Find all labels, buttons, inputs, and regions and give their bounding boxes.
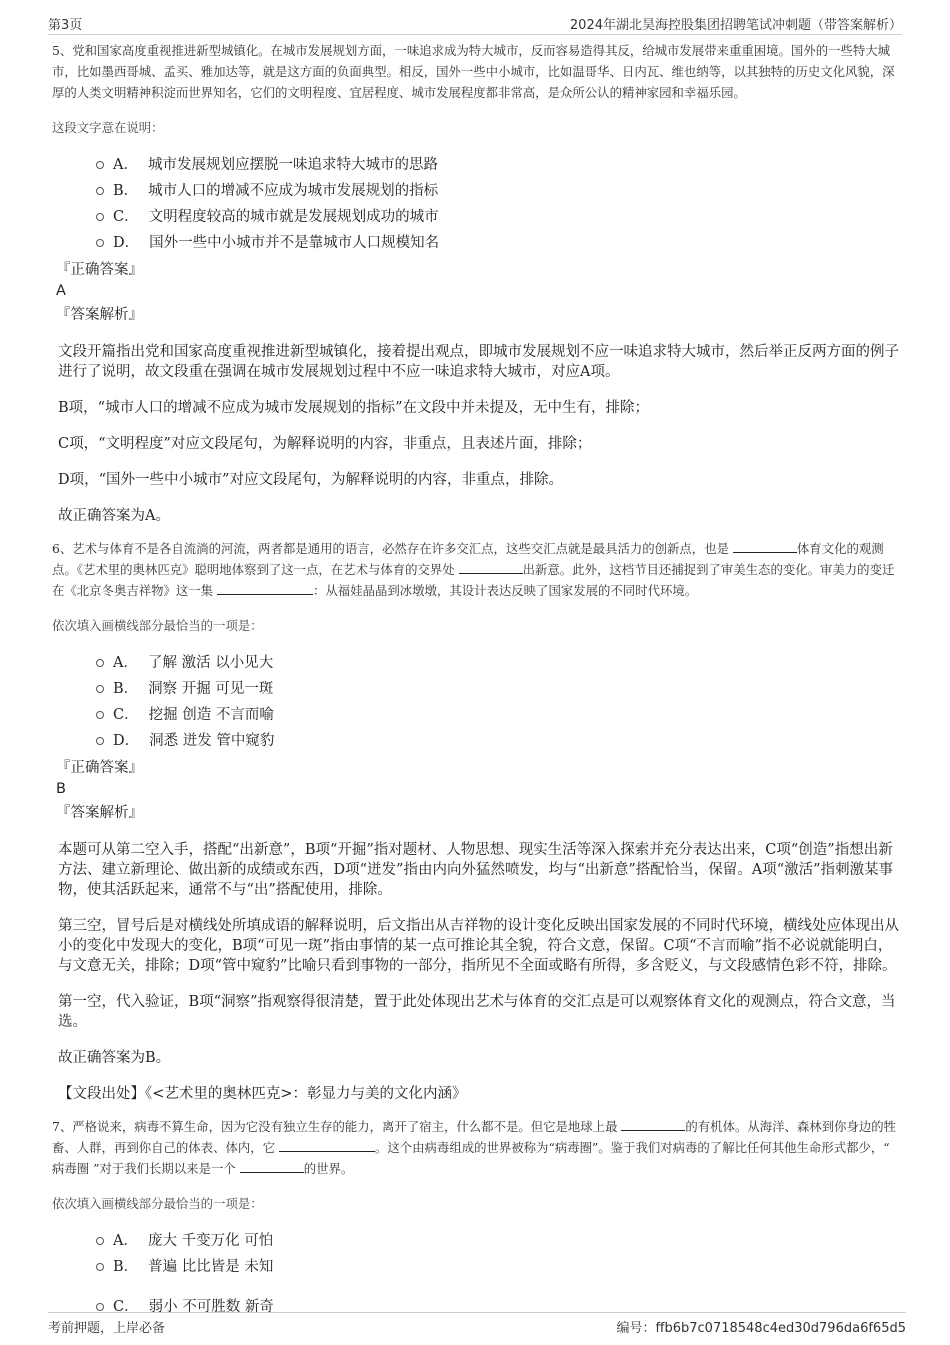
question-5-prompt: 这段文字意在说明： <box>52 120 164 135</box>
radio-icon[interactable] <box>96 161 104 169</box>
option-a[interactable]: A． 庞大 千变万化 可怕 <box>96 1228 900 1254</box>
radio-icon[interactable] <box>96 1237 104 1245</box>
fill-blank[interactable] <box>279 1139 375 1152</box>
option-d[interactable]: D． 洞悉 迸发 管中窥豹 <box>96 728 900 754</box>
option-b[interactable]: B． 普遍 比比皆是 未知 <box>96 1254 900 1280</box>
fill-blank[interactable] <box>733 540 797 553</box>
page-number: 第3页 <box>48 18 83 33</box>
radio-icon[interactable] <box>96 737 104 745</box>
option-a[interactable]: A． 城市发展规划应摆脱一味追求特大城市的思路 <box>96 152 900 178</box>
analysis-paragraph: 文段开篇指出党和国家高度重视推进新型城镇化，接着提出观点，即城市发展规划不应一味追求特大城市，然后举正反两方面的例子进行了说明，故文段重在强调在城市发展规划过程中不应一味追求特大城市，对应A项。 <box>58 344 899 380</box>
radio-icon[interactable] <box>96 685 104 693</box>
fill-blank[interactable] <box>240 1160 304 1173</box>
analysis-paragraph: 本题可从第二空入手，搭配“出新意”，B项“开掘”指对题材、人物思想、现实生活等深入探索并充分表达出来，C项“创造”指想出新方法、建立新理论、做出新的成绩或东西，D项“迸发”指由内向外猛然喷发，均与“出新意”搭配恰当，保留。A项“激活”指刺激某事物，使其活跃起来，通常不与“出”搭配使用，排除。 <box>58 842 894 898</box>
question-5-options <box>96 152 900 256</box>
fill-blank[interactable] <box>217 582 313 595</box>
question-7 <box>52 1116 900 1320</box>
analysis-label: 『答案解析』 <box>56 805 143 821</box>
question-7-options <box>96 1228 900 1320</box>
option-c[interactable]: C． 文明程度较高的城市就是发展规划成功的城市 <box>96 204 900 230</box>
document-title: 2024年湖北昊海控股集团招聘笔试冲刺题（带答案解析） <box>569 18 902 33</box>
radio-icon[interactable] <box>96 213 104 221</box>
analysis-paragraph: 第三空，冒号后是对横线处所填成语的解释说明，后文指出从吉祥物的设计变化反映出国家发展的不同时代环境，横线处应体现出从小的变化中发现大的变化，B项“可见一斑”指由事情的某一点可推论其全貌，符合文意，保留。C项“不言而喻”指不必说就能明白，与文意无关，排除；D项“管中窥豹”比喻只看到事物的一部分，指所见不全面或略有所得，多含贬义，与文段感情色彩不符，排除。 <box>58 918 899 974</box>
question-5-text: 5、党和国家高度重视推进新型城镇化。在城市发展规划方面，一味追求成为特大城市，反而容易造得其反，给城市发展带来重重困境。国外的一些特大城市，比如墨西哥城、孟买、雅加达等，就是这方面的负面典型。相反，国外一些中小城市，比如温哥华、日内瓦、维也纳等，以其独特的历史文化风貌，深厚的人类文明精神积淀而世界知名，它们的文明程度、宜居程度、城市发展程度都非常高，是众所公认的精神家园和幸福乐园。 <box>52 43 895 100</box>
page-footer <box>48 1312 906 1335</box>
question-6-options <box>96 650 900 754</box>
analysis-paragraph: D项，“国外一些中小城市”对应文段尾句，为解释说明的内容，非重点，排除。 <box>58 472 563 488</box>
question-6-prompt: 依次填入画横线部分最恰当的一项是： <box>52 618 263 633</box>
analysis-label: 『答案解析』 <box>56 307 143 323</box>
radio-icon[interactable] <box>96 1263 104 1271</box>
option-d[interactable]: D． 国外一些中小城市并不是靠城市人口规模知名 <box>96 230 900 256</box>
option-a[interactable]: A． 了解 激活 以小见大 <box>96 650 900 676</box>
correct-answer-label: 『正确答案』 <box>56 760 143 776</box>
correct-answer-label: 『正确答案』 <box>56 262 143 278</box>
option-c[interactable]: C． 挖掘 创造 不言而喻 <box>96 702 900 728</box>
question-6-text: 6、艺术与体育不是各自流淌的河流，两者都是通用的语言，必然存在许多交汇点，这些交汇点就是最具活力的创新点，也是 体育文化的观测点。《艺术里的奥林匹克》聪明地体察到了这一点，在艺术与体育的交界处 出新意。此外，这档节目还捕捉到了审美生态的变化。审美力的变迁在《北京冬奥吉祥物》这一集 ：从福娃晶晶到冰墩墩，其设计表达反映了国家发展的不同时代环境。 <box>52 541 895 598</box>
question-5 <box>52 40 900 526</box>
correct-answer: B <box>56 781 66 797</box>
analysis-paragraph: C项，“文明程度”对应文段尾句，为解释说明的内容，非重点，且表述片面，排除； <box>58 436 592 452</box>
analysis-paragraph: 第一空，代入验证，B项“洞察”指观察得很清楚，置于此处体现出艺术与体育的交汇点是可以观察体育文化的观测点，符合文意，当选。 <box>58 994 896 1030</box>
question-6 <box>52 538 900 1104</box>
analysis-paragraph: 故正确答案为B。 <box>58 1050 171 1066</box>
footer-slogan: 考前押题，上岸必备 <box>48 1321 166 1336</box>
page-header <box>48 12 902 35</box>
question-7-prompt: 依次填入画横线部分最恰当的一项是： <box>52 1196 263 1211</box>
document-content <box>52 40 900 1320</box>
fill-blank[interactable] <box>621 1118 685 1131</box>
radio-icon[interactable] <box>96 659 104 667</box>
option-c[interactable]: C． 弱小 不可胜数 新奇 <box>96 1294 900 1320</box>
document-id: 编号：ffb6b7c0718548c4ed30d796da6f65d5 <box>616 1321 906 1336</box>
radio-icon[interactable] <box>96 711 104 719</box>
analysis-paragraph: 故正确答案为A。 <box>58 508 170 524</box>
option-b[interactable]: B． 洞察 开掘 可见一斑 <box>96 676 900 702</box>
radio-icon[interactable] <box>96 239 104 247</box>
fill-blank[interactable] <box>459 561 523 574</box>
analysis-paragraph: B项，“城市人口的增减不应成为城市发展规划的指标”在文段中并未提及，无中生有，排除； <box>58 400 649 416</box>
radio-icon[interactable] <box>96 187 104 195</box>
option-b[interactable]: B． 城市人口的增减不应成为城市发展规划的指标 <box>96 178 900 204</box>
radio-icon[interactable] <box>96 1303 104 1311</box>
question-7-text: 7、严格说来，病毒不算生命，因为它没有独立生存的能力，离开了宿主，什么都不是。但它是地球上最 的有机体。从海洋、森林到你身边的牲畜、人群，再到你自己的体表、体内，它 。这个由病毒组成的世界被称为“病毒圈”。鉴于我们对病毒的了解比任何其他生命形式都少，“ 病毒圈 ”对于我们长期以来是一个 的世界。 <box>52 1119 897 1176</box>
correct-answer: A <box>56 283 66 299</box>
passage-source: 【文段出处】《<艺术里的奥林匹克>：彰显力与美的文化内涵》 <box>58 1086 467 1102</box>
